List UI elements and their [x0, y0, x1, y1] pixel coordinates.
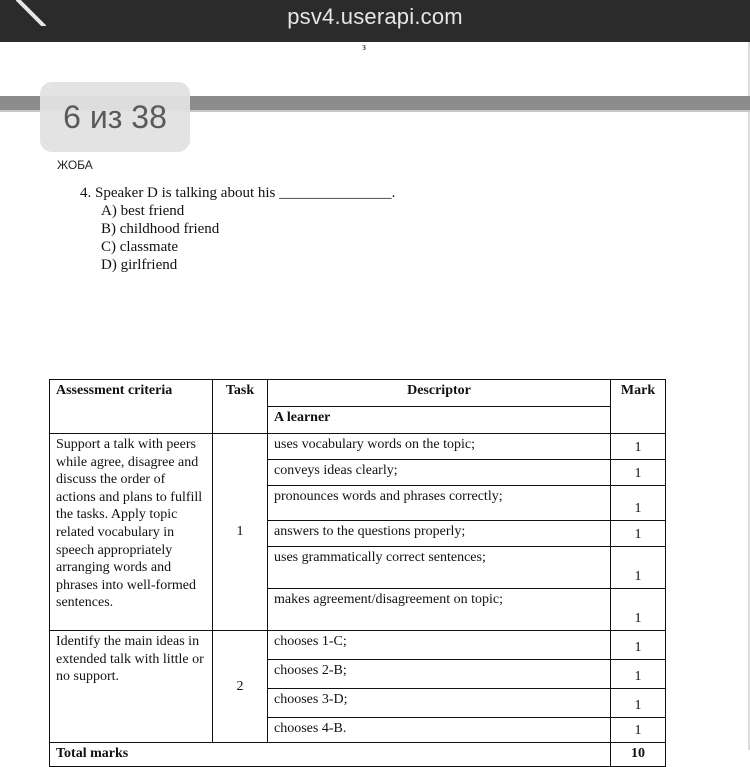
section-header: ЖОБА	[57, 158, 93, 172]
question-block	[80, 184, 395, 274]
descriptor-cell: chooses 3-D;	[268, 689, 611, 718]
criteria-cell-task1: Support a talk with peers while agree, disagree and discuss the order of actions and plans to fulfill the tasks. Apply topic related vocabulary in speech appropriately arranging words and phrases into well-formed sentences.	[50, 434, 213, 631]
mark-cell: 1	[611, 660, 666, 689]
mark-cell: 1	[611, 589, 666, 631]
table-header-row	[50, 380, 666, 407]
mark-cell: 1	[611, 689, 666, 718]
descriptor-cell: makes agreement/disagreement on topic;	[268, 589, 611, 631]
descriptor-cell: pronounces words and phrases correctly;	[268, 486, 611, 521]
total-row	[50, 743, 666, 767]
descriptor-cell: chooses 1-C;	[268, 631, 611, 660]
descriptor-cell: uses grammatically correct sentences;	[268, 547, 611, 589]
question-number: 4.	[80, 185, 92, 201]
descriptor-cell: answers to the questions properly;	[268, 521, 611, 547]
table-row	[50, 631, 666, 660]
total-value: 10	[611, 743, 666, 767]
descriptor-cell: chooses 2-B;	[268, 660, 611, 689]
mark-cell: 1	[611, 486, 666, 521]
answer-option-b: B) childhood friend	[101, 221, 220, 237]
mark-cell: 1	[611, 460, 666, 486]
table-row	[50, 434, 666, 460]
task-number-1: 1	[213, 434, 268, 631]
answer-option-c: C) classmate	[101, 239, 179, 255]
mark-cell: 1	[611, 547, 666, 589]
browser-top-bar	[0, 0, 750, 42]
descriptor-cell: uses vocabulary words on the topic;	[268, 434, 611, 460]
page-counter-badge	[40, 82, 190, 152]
criteria-cell-task2: Identify the main ideas in extended talk with little or no support.	[50, 631, 213, 743]
url-text[interactable]: psv4.userapi.com	[287, 4, 463, 29]
subheader-a-learner: A learner	[268, 407, 611, 434]
mark-cell: 1	[611, 521, 666, 547]
header-descriptor: Descriptor	[268, 380, 611, 407]
question-text: Speaker D is talking about his _______________.	[95, 185, 396, 201]
descriptor-cell: conveys ideas clearly;	[268, 460, 611, 486]
header-task: Task	[213, 380, 268, 434]
mark-cell: 1	[611, 718, 666, 743]
question-line	[80, 184, 395, 202]
header-mark: Mark	[611, 380, 666, 434]
mark-cell: 1	[611, 631, 666, 660]
descriptor-cell: chooses 4-B.	[268, 718, 611, 743]
total-label: Total marks	[50, 743, 611, 767]
page-number-fragment: з	[362, 42, 366, 53]
header-criteria: Assessment criteria	[50, 380, 213, 434]
answer-option-d: D) girlfriend	[101, 257, 178, 273]
assessment-table	[49, 379, 666, 767]
answer-option-a: A) best friend	[101, 203, 185, 219]
mark-cell: 1	[611, 434, 666, 460]
page-counter-text: 6 из 38	[63, 99, 167, 135]
task-number-2: 2	[213, 631, 268, 743]
